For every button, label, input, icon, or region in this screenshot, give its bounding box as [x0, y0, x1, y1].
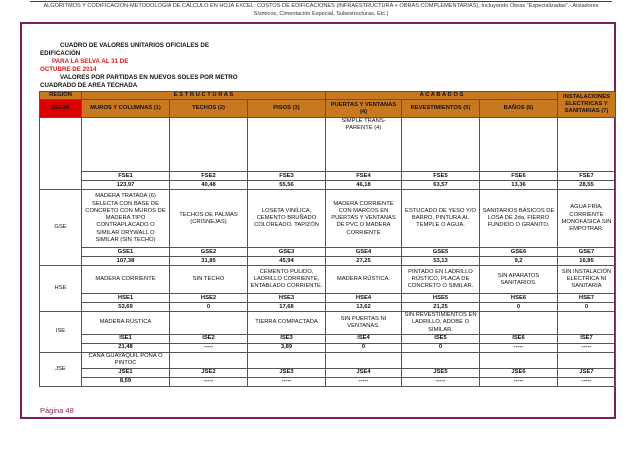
intro-sub-2: CUADRADO DE AREA TECHADA [40, 82, 138, 89]
hse-code: HSE6 [480, 294, 558, 303]
ise-code: ISE7 [558, 334, 616, 343]
gse-desc-5: ESTUCADO DE YESO Y/O BARRO, PINTURA AL TEMPLE O AGUA. [402, 190, 480, 248]
jse-code: JSE3 [248, 368, 326, 377]
gse-desc-4: MADERA CORRIENTE CON MARCOS EN PUERTAS Y VENTANAS DE PVC O MADERA CORRIENTE [326, 190, 402, 248]
jse-desc-4 [326, 352, 402, 368]
jse-value: ----- [248, 377, 326, 386]
gse-value: 107,38 [82, 257, 170, 266]
ise-desc-7 [558, 312, 616, 335]
gse-value: 27,25 [326, 257, 402, 266]
ise-region: ISE [40, 312, 82, 353]
jse-code-row [40, 368, 616, 377]
ise-code: ISE2 [170, 334, 248, 343]
jse-value: ----- [170, 377, 248, 386]
header-rule [30, 1, 612, 2]
jse-code: JSE6 [480, 368, 558, 377]
ise-desc-6 [480, 312, 558, 335]
ise-desc-3: TIERRA COMPACTADA [248, 312, 326, 335]
jse-value: ----- [558, 377, 616, 386]
hse-desc-3: CEMENTO PULIDO, LADRILLO CORRIENTE, ENTABLADO CORRIENTE. [248, 266, 326, 294]
gse-value: 31,85 [170, 257, 248, 266]
fse-value: 13,36 [480, 181, 558, 190]
hse-region: HSE [40, 266, 82, 312]
ise-desc-1: MADERA RÚSTICA [82, 312, 170, 335]
gse-code: GSE1 [82, 248, 170, 257]
header-techos: TECHOS (2) [170, 100, 248, 118]
hse-code: HSE5 [402, 294, 480, 303]
jse-desc-row [40, 352, 616, 368]
hse-desc-7: SIN INSTALACIÓN ELÉCTRICA NI SANITARIA [558, 266, 616, 294]
header-acabados: A C A B A D O S [326, 92, 558, 100]
jse-desc-1: CAÑA GUAYAQUIL PONA O PINTOC [82, 352, 170, 368]
jse-code: JSE4 [326, 368, 402, 377]
hse-desc-4: MADERA RÚSTICA. [326, 266, 402, 294]
ise-code: ISE4 [326, 334, 402, 343]
hse-desc-1: MADERA CORRIENTE [82, 266, 170, 294]
gse-value: 45,94 [248, 257, 326, 266]
fse-value: 63,57 [402, 181, 480, 190]
gse-code: GSE7 [558, 248, 616, 257]
header-puertas: PUERTAS Y VENTANAS (4) [326, 100, 402, 118]
ise-value-row [40, 343, 616, 352]
intro-sub-1: VALORES POR PARTIDAS EN NUEVOS SOLES POR METRO [60, 74, 238, 81]
ise-value: ----- [558, 343, 616, 352]
jse-code: JSE1 [82, 368, 170, 377]
header-revestimientos: REVESTIMIENTOS (5) [402, 100, 480, 118]
header-estructuras: E S T R U C T U R A S [82, 92, 326, 100]
hse-value-row [40, 303, 616, 312]
jse-code: JSE2 [170, 368, 248, 377]
jse-desc-2 [170, 352, 248, 368]
fse-desc-row [40, 118, 616, 172]
hse-desc-6: SIN APARATOS SANITARIOS. [480, 266, 558, 294]
hse-desc-2: SIN TECHO [170, 266, 248, 294]
intro-red-2: OCTUBRE DE 2014 [40, 66, 97, 73]
header-line-1: ALGORITMOS Y CODIFICACION-METODOLOGIA DE CÁLCULO EN HOJA EXCEL: COSTOS DE EDIFICACIONES (INFRAESTRUCTURA + OBRAS COMPLEMENTARIAS), Incluyendo Obras “Especializadas”.- Aisladores [43, 3, 599, 9]
gse-code: GSE2 [170, 248, 248, 257]
gse-desc-3: LOSETA VINÍLICA, CEMENTO BRUÑADO COLOREADO. TAPIZÓN [248, 190, 326, 248]
fse-desc-5 [402, 118, 480, 172]
hse-code: HSE7 [558, 294, 616, 303]
gse-code: GSE3 [248, 248, 326, 257]
ise-value: ----- [170, 343, 248, 352]
ise-code: ISE5 [402, 334, 480, 343]
jse-value: 8,59 [82, 377, 170, 386]
jse-desc-7 [558, 352, 616, 368]
header-row-2 [40, 100, 616, 118]
valores-unitarios-table [39, 91, 616, 387]
fse-value: 46,18 [326, 181, 402, 190]
gse-value: 16,85 [558, 257, 616, 266]
gse-desc-row [40, 190, 616, 248]
gse-desc-6: SANITARIOS BÁSICOS DE LOSA DE 2da, FIERRO FUNDIDO O GRANITO. [480, 190, 558, 248]
intro-title-2: EDIFICACIÓN [40, 50, 81, 57]
fse-code: FSE1 [82, 172, 170, 181]
ise-desc-5: SIN REVESTIMIENTOS EN LADRILLO, ADOBE O SIMILAR. [402, 312, 480, 335]
hse-code: HSE2 [170, 294, 248, 303]
ise-value: 3,89 [248, 343, 326, 352]
ise-code-row [40, 334, 616, 343]
jse-code: JSE5 [402, 368, 480, 377]
hse-code-row [40, 294, 616, 303]
ise-desc-4: SIN PUERTAS NI VENTANAS. [326, 312, 402, 335]
fse-value: 40,48 [170, 181, 248, 190]
fse-code: FSE3 [248, 172, 326, 181]
header-region: REGION [40, 92, 82, 100]
ise-value: 0 [326, 343, 402, 352]
jse-desc-5 [402, 352, 480, 368]
fse-value: 123,97 [82, 181, 170, 190]
fse-desc-7 [558, 118, 616, 172]
gse-value-row [40, 257, 616, 266]
header-banos: BAÑOS (6) [480, 100, 558, 118]
header-pisos: PISOS (3) [248, 100, 326, 118]
hse-value: 17,68 [248, 303, 326, 312]
gse-code-row [40, 248, 616, 257]
intro-title-1: CUADRO DE VALORES UNITARIOS OFICIALES DE [60, 42, 209, 49]
gse-region: GSE [40, 190, 82, 266]
hse-desc-row [40, 266, 616, 294]
header-muros: MUROS Y COLUMNAS (1) [82, 100, 170, 118]
fse-code-row [40, 172, 616, 181]
hse-desc-5: PINTADO EN LADRILLO RÚSTICO, PLACA DE CONCRETO O SIMILAR. [402, 266, 480, 294]
hse-value: 53,69 [82, 303, 170, 312]
gse-code: GSE5 [402, 248, 480, 257]
hse-value: 13,62 [326, 303, 402, 312]
intro-red-1: PARA LA SELVA AL 31 DE [52, 58, 129, 65]
ise-value: 0 [402, 343, 480, 352]
header-row-1 [40, 92, 616, 100]
jse-region: JSE [40, 352, 82, 386]
ise-value: ----- [480, 343, 558, 352]
fse-code: FSE4 [326, 172, 402, 181]
jse-value-row [40, 377, 616, 386]
hse-value: 21,25 [402, 303, 480, 312]
hse-code: HSE3 [248, 294, 326, 303]
header-selva: SELVA [40, 100, 82, 118]
jse-value: ----- [480, 377, 558, 386]
gse-value: 9,2 [480, 257, 558, 266]
ise-code: ISE3 [248, 334, 326, 343]
fse-region-cell [40, 118, 82, 190]
fse-desc-4: SIMPLE TRANS-PARENTE (4) [326, 118, 402, 172]
fse-value: 28,55 [558, 181, 616, 190]
header-line-2: Sísmicos, Cimentación Especial, Subestructuras, Etc.) [253, 11, 389, 17]
header-instalaciones: INSTALACIONES ELECTRICAS Y SANITARIAS (7) [558, 92, 616, 118]
jse-code: JSE7 [558, 368, 616, 377]
ise-desc-row [40, 312, 616, 335]
gse-desc-2: TECHOS DE PALMAS (CRISNEJAS) [170, 190, 248, 248]
ise-value: 21,48 [82, 343, 170, 352]
gse-code: GSE6 [480, 248, 558, 257]
fse-code: FSE7 [558, 172, 616, 181]
hse-value: 0 [170, 303, 248, 312]
hse-code: HSE1 [82, 294, 170, 303]
gse-desc-7: AGUA FRÍA, CORRIENTE MONOFÁSICA SIN EMPOTRAR. [558, 190, 616, 248]
gse-desc-1: MADERA TRATADA (6) SELECTA CON BASE DE CONCRETO CON MUROS DE MADERA TIPO CONTRAPLACADO O SIMILAR DRYWALL O SIMILAR (SIN TECHO) [82, 190, 170, 248]
fse-desc-2 [170, 118, 248, 172]
jse-value: ----- [326, 377, 402, 386]
jse-desc-6 [480, 352, 558, 368]
fse-value: 55,56 [248, 181, 326, 190]
document-header [30, 2, 612, 18]
fse-desc-6 [480, 118, 558, 172]
gse-code: GSE4 [326, 248, 402, 257]
ise-desc-2 [170, 312, 248, 335]
fse-code: FSE5 [402, 172, 480, 181]
fse-code: FSE6 [480, 172, 558, 181]
ise-code: ISE1 [82, 334, 170, 343]
fse-value-row [40, 181, 616, 190]
jse-desc-3 [248, 352, 326, 368]
hse-value: 0 [480, 303, 558, 312]
hse-code: HSE4 [326, 294, 402, 303]
gse-value: 53,13 [402, 257, 480, 266]
fse-code: FSE2 [170, 172, 248, 181]
ise-code: ISE6 [480, 334, 558, 343]
hse-value: 0 [558, 303, 616, 312]
fse-desc-1 [82, 118, 170, 172]
jse-value: ----- [402, 377, 480, 386]
fse-desc-3 [248, 118, 326, 172]
page-number: Página 48 [40, 406, 74, 415]
intro-block [40, 42, 238, 90]
